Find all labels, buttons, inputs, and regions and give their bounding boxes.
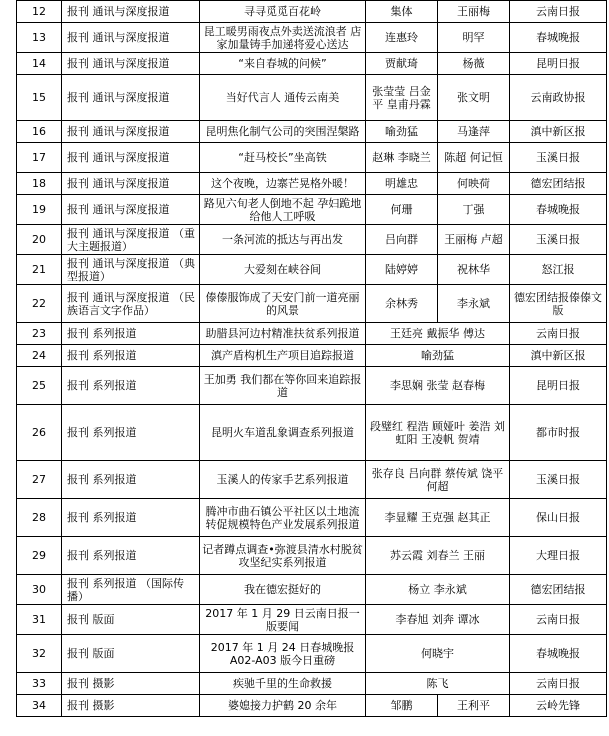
row-author: 集体 bbox=[366, 1, 438, 23]
row-number: 16 bbox=[17, 121, 62, 143]
row-category: 报刊 通讯与深度报道 （重大主题报道） bbox=[62, 225, 200, 255]
row-author: 何珊 bbox=[366, 195, 438, 225]
row-number: 22 bbox=[17, 285, 62, 323]
row-authors: 王廷亮 戴振华 傅达 bbox=[366, 323, 510, 345]
table-row bbox=[17, 575, 607, 605]
table-row bbox=[17, 405, 607, 461]
row-category: 报刊 版面 bbox=[62, 635, 200, 673]
row-editor: 马逢萍 bbox=[438, 121, 510, 143]
row-title: 腾冲市曲石镇公平社区以土地流转促规模特色产业发展系列报道 bbox=[200, 499, 366, 537]
row-author: 邹鹏 bbox=[366, 695, 438, 717]
row-category: 报刊 系列报道 bbox=[62, 345, 200, 367]
row-title: 一条河流的抵达与再出发 bbox=[200, 225, 366, 255]
row-media: 云南政协报 bbox=[510, 75, 607, 121]
row-media: 昆明日报 bbox=[510, 367, 607, 405]
row-title: “赶马校长”坐高铁 bbox=[200, 143, 366, 173]
row-category: 报刊 通讯与深度报道 （民族语言文字作品） bbox=[62, 285, 200, 323]
row-author: 吕向群 bbox=[366, 225, 438, 255]
row-media: 德宏团结报傣傣文版 bbox=[510, 285, 607, 323]
row-editor: 陈超 何记恒 bbox=[438, 143, 510, 173]
row-authors: 张存良 吕向群 蔡传斌 饶平 何超 bbox=[366, 461, 510, 499]
row-number: 27 bbox=[17, 461, 62, 499]
row-authors: 杨立 李永斌 bbox=[366, 575, 510, 605]
row-category: 报刊 通讯与深度报道 bbox=[62, 143, 200, 173]
row-number: 17 bbox=[17, 143, 62, 173]
row-number: 33 bbox=[17, 673, 62, 695]
table-row bbox=[17, 345, 607, 367]
row-media: 玉溪日报 bbox=[510, 143, 607, 173]
table-row bbox=[17, 143, 607, 173]
row-number: 14 bbox=[17, 53, 62, 75]
table-row bbox=[17, 195, 607, 225]
row-media: 昆明日报 bbox=[510, 53, 607, 75]
row-editor: 杨薇 bbox=[438, 53, 510, 75]
row-number: 30 bbox=[17, 575, 62, 605]
table-row bbox=[17, 635, 607, 673]
row-media: 都市时报 bbox=[510, 405, 607, 461]
row-title: 路见六旬老人倒地不起 孕妇跪地给他人工呼吸 bbox=[200, 195, 366, 225]
row-author: 陆婷婷 bbox=[366, 255, 438, 285]
row-category: 报刊 摄影 bbox=[62, 673, 200, 695]
row-category: 报刊 系列报道 （国际传播） bbox=[62, 575, 200, 605]
row-authors: 李显耀 王克强 赵其正 bbox=[366, 499, 510, 537]
row-media: 云南日报 bbox=[510, 1, 607, 23]
table-row bbox=[17, 499, 607, 537]
row-media: 春城晚报 bbox=[510, 635, 607, 673]
row-title: 昆明焦化制气公司的突围涅槃路 bbox=[200, 121, 366, 143]
row-title: 当好代言人 通传云南美 bbox=[200, 75, 366, 121]
table-row bbox=[17, 605, 607, 635]
row-title: 大爱刻在峡谷间 bbox=[200, 255, 366, 285]
row-title: 2017 年 1 月 29 日云南日报一版要闻 bbox=[200, 605, 366, 635]
row-title: 助腊县河边村精准扶贫系列报道 bbox=[200, 323, 366, 345]
row-title: “来自春城的问候” bbox=[200, 53, 366, 75]
table-row bbox=[17, 255, 607, 285]
table-row bbox=[17, 121, 607, 143]
row-title: 昆工暖男雨夜点外卖送流浪者 店家加量铸手加递将爱心送达 bbox=[200, 23, 366, 53]
row-editor: 李永斌 bbox=[438, 285, 510, 323]
row-authors: 苏云霞 刘春兰 王丽 bbox=[366, 537, 510, 575]
row-number: 26 bbox=[17, 405, 62, 461]
row-author: 张莹莹 吕金平 皇甫丹霖 bbox=[366, 75, 438, 121]
award-table bbox=[16, 0, 607, 717]
table-body bbox=[17, 1, 607, 717]
row-title: 婆媳接力护鹤 20 余年 bbox=[200, 695, 366, 717]
row-media: 春城晚报 bbox=[510, 23, 607, 53]
row-media: 云南日报 bbox=[510, 673, 607, 695]
row-authors: 何晓宇 bbox=[366, 635, 510, 673]
row-author: 贾献琦 bbox=[366, 53, 438, 75]
row-authors: 陈飞 bbox=[366, 673, 510, 695]
row-number: 18 bbox=[17, 173, 62, 195]
table-row bbox=[17, 53, 607, 75]
row-category: 报刊 系列报道 bbox=[62, 537, 200, 575]
row-category: 报刊 版面 bbox=[62, 605, 200, 635]
row-category: 报刊 系列报道 bbox=[62, 405, 200, 461]
table-row bbox=[17, 673, 607, 695]
row-media: 云南日报 bbox=[510, 605, 607, 635]
award-table-sheet bbox=[16, 0, 606, 717]
row-category: 报刊 系列报道 bbox=[62, 367, 200, 405]
row-number: 13 bbox=[17, 23, 62, 53]
row-category: 报刊 系列报道 bbox=[62, 499, 200, 537]
row-media: 德宏团结报 bbox=[510, 173, 607, 195]
table-row bbox=[17, 173, 607, 195]
table-row bbox=[17, 75, 607, 121]
row-editor: 王丽梅 卢超 bbox=[438, 225, 510, 255]
row-editor: 丁强 bbox=[438, 195, 510, 225]
row-media: 云岭先锋 bbox=[510, 695, 607, 717]
row-title: 记者蹲点调查•弥渡县清水村脱贫攻坚纪实系列报道 bbox=[200, 537, 366, 575]
row-category: 报刊 系列报道 bbox=[62, 461, 200, 499]
row-media: 大理日报 bbox=[510, 537, 607, 575]
row-title: 滇产盾构机生产项目追踪报道 bbox=[200, 345, 366, 367]
table-row bbox=[17, 461, 607, 499]
row-author: 赵琳 李晓兰 bbox=[366, 143, 438, 173]
row-editor: 明罕 bbox=[438, 23, 510, 53]
row-author: 连惠玲 bbox=[366, 23, 438, 53]
row-authors: 喻劲猛 bbox=[366, 345, 510, 367]
row-media: 春城晚报 bbox=[510, 195, 607, 225]
row-category: 报刊 通讯与深度报道 （典型报道） bbox=[62, 255, 200, 285]
row-number: 34 bbox=[17, 695, 62, 717]
row-number: 19 bbox=[17, 195, 62, 225]
row-media: 滇中新区报 bbox=[510, 345, 607, 367]
table-row bbox=[17, 285, 607, 323]
row-authors: 李春旭 刘奔 谭冰 bbox=[366, 605, 510, 635]
row-editor: 何映荷 bbox=[438, 173, 510, 195]
row-editor: 祝林华 bbox=[438, 255, 510, 285]
row-number: 31 bbox=[17, 605, 62, 635]
row-title: 傣傣服饰成了天安门前一道亮丽的风景 bbox=[200, 285, 366, 323]
row-author: 明雄忠 bbox=[366, 173, 438, 195]
row-title: 这个夜晚，边寨芒晃格外暖！ bbox=[200, 173, 366, 195]
row-media: 云南日报 bbox=[510, 323, 607, 345]
row-category: 报刊 系列报道 bbox=[62, 323, 200, 345]
row-authors: 段璧红 程浩 顾娅叶 姜浩 刘虹阳 王凌帆 贺靖 bbox=[366, 405, 510, 461]
row-title: 2017 年 1 月 24 日春城晚报 A02-A03 版今日重磅 bbox=[200, 635, 366, 673]
row-category: 报刊 通讯与深度报道 bbox=[62, 173, 200, 195]
row-number: 32 bbox=[17, 635, 62, 673]
row-media: 保山日报 bbox=[510, 499, 607, 537]
row-title: 昆明火车道乱象调查系列报道 bbox=[200, 405, 366, 461]
row-authors: 李思娴 张莹 赵春梅 bbox=[366, 367, 510, 405]
table-row bbox=[17, 695, 607, 717]
row-number: 12 bbox=[17, 1, 62, 23]
row-title: 王加勇 我们都在等你回来追踪报道 bbox=[200, 367, 366, 405]
row-editor: 张文明 bbox=[438, 75, 510, 121]
table-row bbox=[17, 23, 607, 53]
row-title: 我在德宏挺好的 bbox=[200, 575, 366, 605]
row-category: 报刊 通讯与深度报道 bbox=[62, 53, 200, 75]
row-category: 报刊 通讯与深度报道 bbox=[62, 195, 200, 225]
row-editor: 王利平 bbox=[438, 695, 510, 717]
row-editor: 王丽梅 bbox=[438, 1, 510, 23]
table-row bbox=[17, 537, 607, 575]
row-number: 29 bbox=[17, 537, 62, 575]
row-category: 报刊 摄影 bbox=[62, 695, 200, 717]
row-category: 报刊 通讯与深度报道 bbox=[62, 121, 200, 143]
table-row bbox=[17, 367, 607, 405]
row-number: 15 bbox=[17, 75, 62, 121]
row-author: 余林秀 bbox=[366, 285, 438, 323]
row-number: 24 bbox=[17, 345, 62, 367]
row-title: 疾驰千里的生命救援 bbox=[200, 673, 366, 695]
table-row bbox=[17, 1, 607, 23]
row-title: 玉溪人的传家手艺系列报道 bbox=[200, 461, 366, 499]
row-title: 寻寻觅觅百花岭 bbox=[200, 1, 366, 23]
row-media: 玉溪日报 bbox=[510, 225, 607, 255]
row-category: 报刊 通讯与深度报道 bbox=[62, 23, 200, 53]
row-category: 报刊 通讯与深度报道 bbox=[62, 75, 200, 121]
row-number: 23 bbox=[17, 323, 62, 345]
table-row bbox=[17, 323, 607, 345]
row-media: 德宏团结报 bbox=[510, 575, 607, 605]
row-number: 28 bbox=[17, 499, 62, 537]
row-media: 滇中新区报 bbox=[510, 121, 607, 143]
table-row bbox=[17, 225, 607, 255]
row-number: 20 bbox=[17, 225, 62, 255]
row-media: 玉溪日报 bbox=[510, 461, 607, 499]
row-author: 喻劲猛 bbox=[366, 121, 438, 143]
row-category: 报刊 通讯与深度报道 bbox=[62, 1, 200, 23]
row-media: 怒江报 bbox=[510, 255, 607, 285]
row-number: 21 bbox=[17, 255, 62, 285]
row-number: 25 bbox=[17, 367, 62, 405]
